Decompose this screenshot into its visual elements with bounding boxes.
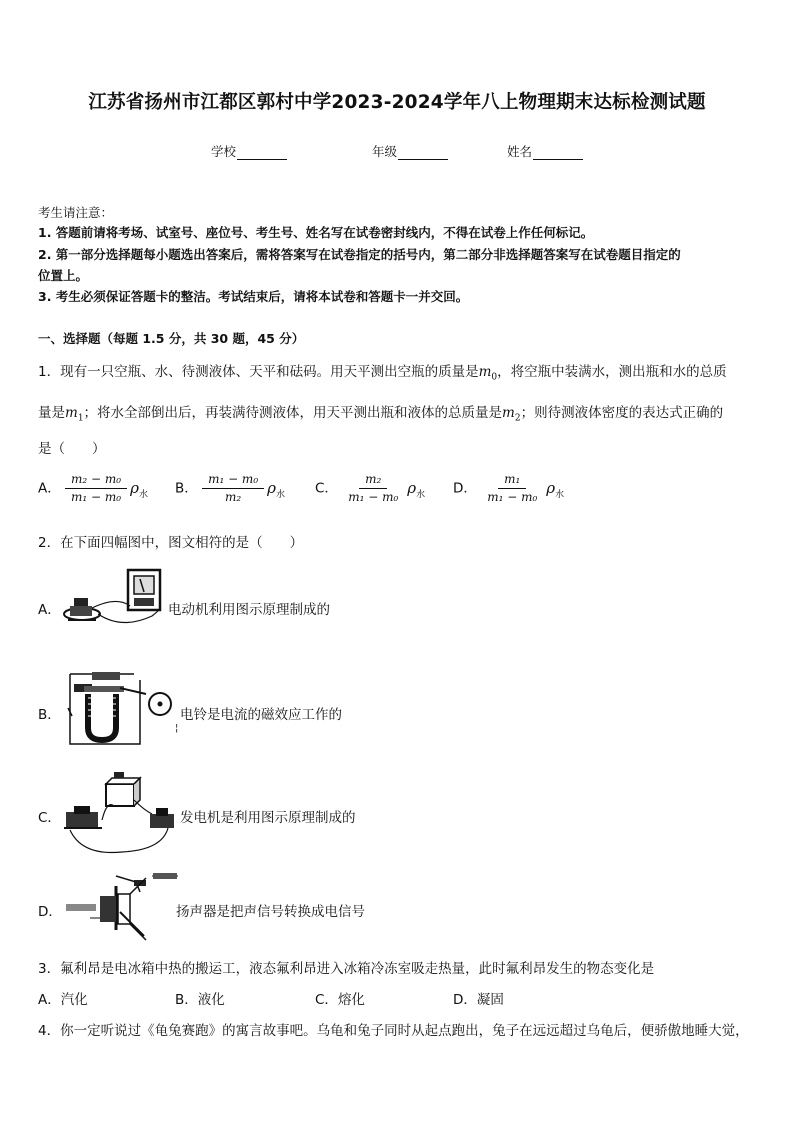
figure-a-galvanometer-illustration [62, 568, 167, 630]
option-text: 熔化 [337, 992, 365, 1008]
rho-water: $\rho_水$ [267, 478, 285, 500]
figure-c-battery-circuit-illustration [62, 770, 182, 858]
q2-option-c-text: 发电机是利用图示原理制成的 [180, 810, 356, 826]
fraction: $\frac{\text{m₂}}{\text{m₁ − m₀}}$ [348, 472, 399, 504]
math-m0: $m_0$ [478, 364, 498, 383]
fraction: $\frac{\text{m₁ − m₀}}{\text{m₂}}$ [202, 472, 264, 505]
q1-option-b[interactable] [175, 472, 285, 505]
option-label: A． [38, 992, 61, 1008]
stray-mark: ¦ [175, 723, 179, 734]
question-1-line-1 [38, 360, 727, 383]
notice-item: 3. 考生必须保证答题卡的整洁。考试结束后，请将本试卷和答题卡一并交回。 [38, 289, 469, 304]
q2-option-b-text: 电铃是电流的磁效应工作的 [180, 707, 342, 723]
q3-option-c[interactable] [315, 988, 365, 1008]
notice-item: 2. 第一部分选择题每小题选出答案后，需将答案写在试卷指定的括号内，第二部分非选择题答案写在试卷题目指定的 [38, 247, 681, 262]
question-text: 量是 [38, 405, 65, 421]
option-label: D． [453, 480, 477, 497]
rho-water: $\rho_水$ [546, 478, 565, 500]
question-text: 1．现有一只空瓶、水、待测液体、天平和砝码。用天平测出空瓶的质量是 [38, 364, 479, 380]
option-text: 汽化 [60, 992, 88, 1008]
q3-option-b[interactable] [175, 988, 225, 1008]
name-field [507, 142, 583, 160]
question-1-line-3: 是（ ） [38, 441, 106, 457]
section-heading: 一、选择题（每题 1.5 分，共 30 题，45 分） [38, 331, 305, 346]
question-text: ；则待测液体密度的表达式正确的 [520, 405, 724, 421]
q1-option-c[interactable] [315, 472, 425, 505]
question-3-stem: 3．氟利昂是电冰箱中热的搬运工，液态氟利昂进入冰箱冷冻室吸走热量，此时氟利昂发生的物态变化是 [38, 961, 655, 977]
figure-b-electric-bell-illustration [64, 668, 174, 750]
notice-item: 1. 答题前请将考场、试室号、座位号、考生号、姓名写在试卷密封线内，不得在试卷上作任何标记。 [38, 225, 594, 240]
school-label: 学校 [211, 144, 237, 159]
q3-option-d[interactable] [453, 988, 504, 1008]
q2-option-d-label[interactable]: D． [38, 904, 62, 920]
question-4-stem: 4．你一定听说过《龟兔赛跑》的寓言故事吧。乌龟和兔子同时从起点跑出，兔子在远远超过乌龟后，便骄傲地睡大觉， [38, 1023, 749, 1039]
q1-option-d[interactable] [453, 472, 564, 505]
question-2-stem: 2．在下面四幅图中，图文相符的是（ ） [38, 535, 304, 551]
question-text: ，将空瓶中装满水，测出瓶和水的总质 [497, 364, 727, 380]
question-1-line-2 [38, 401, 723, 424]
name-blank[interactable] [533, 146, 583, 160]
option-label: D． [453, 992, 477, 1008]
notice-item: 位置上。 [38, 268, 89, 283]
q3-option-a[interactable] [38, 988, 88, 1008]
option-text: 凝固 [476, 992, 504, 1008]
q2-option-c-label[interactable]: C． [38, 810, 61, 826]
q2-option-a-label[interactable]: A． [38, 602, 61, 618]
rho-water: $\rho_水$ [130, 478, 148, 500]
math-m2: $m_2$ [502, 405, 521, 424]
option-text: 液化 [197, 992, 225, 1008]
option-label: C． [315, 480, 338, 497]
grade-label: 年级 [372, 144, 398, 159]
grade-blank[interactable] [398, 146, 448, 160]
q1-option-a[interactable] [38, 472, 148, 505]
q2-option-b-label[interactable]: B． [38, 707, 61, 723]
math-m1: $m_1$ [65, 405, 84, 424]
q2-option-d-text: 扬声器是把声信号转换成电信号 [176, 904, 365, 920]
fraction: $\frac{\text{m₁}}{\text{m₁ − m₀}}$ [487, 472, 538, 504]
q2-option-a-text: 电动机利用图示原理制成的 [168, 602, 330, 618]
fraction: $\frac{\text{m₂ − m₀}}{\text{m₁ − m₀}}$ [65, 472, 127, 505]
school-blank[interactable] [237, 146, 287, 160]
option-label: B． [175, 992, 198, 1008]
name-label: 姓名 [507, 144, 533, 159]
question-text: ；将水全部倒出后，再装满待测液体，用天平测出瓶和液体的总质量是 [83, 405, 503, 421]
notice-heading: 考生请注意： [38, 205, 114, 220]
option-label: C． [315, 992, 338, 1008]
school-field [211, 142, 287, 160]
option-label: B． [175, 480, 198, 497]
option-label: A． [38, 480, 61, 497]
grade-field [372, 142, 448, 160]
figure-d-loudspeaker-illustration [60, 872, 180, 944]
rho-water: $\rho_水$ [407, 478, 426, 500]
page-title: 江苏省扬州市江都区郭村中学2023-2024学年八上物理期末达标检测试题 [88, 92, 706, 113]
